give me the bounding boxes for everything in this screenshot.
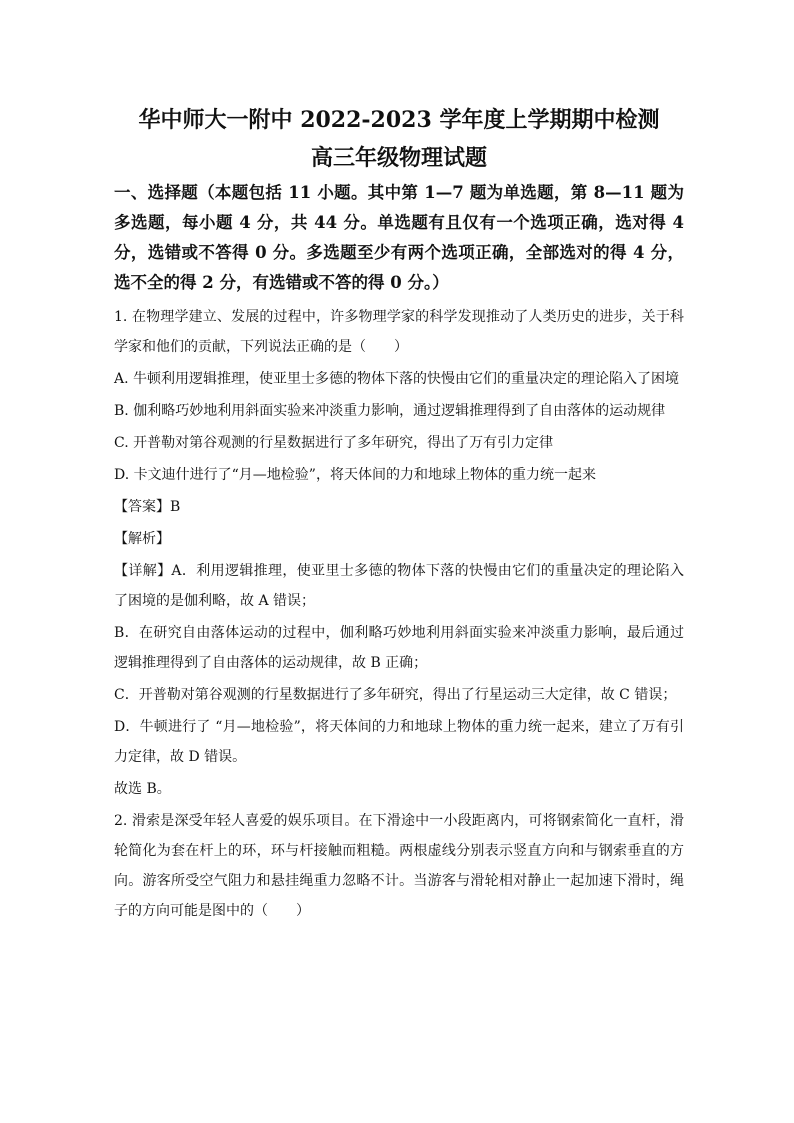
question-1-answer: 【答案】B — [114, 499, 181, 515]
question-1-detail-d: D．牛顿进行了 “月—地检验”，将天体间的力和地球上物体的重力统一起来，建立了万有引力定律，故 D 错误。 — [114, 719, 684, 765]
question-1-option-a: A. 牛顿利用逻辑推理，使亚里士多德的物体下落的快慢由它们的重量决定的理论陷入了困境 — [114, 371, 680, 387]
exam-subtitle: 高三年级物理试题 — [310, 145, 487, 171]
document-content — [114, 98, 684, 928]
question-1-option-c: C. 开普勒对第谷观测的行星数据进行了多年研究，得出了万有引力定律 — [114, 435, 554, 451]
question-1-detail-b: B．在研究自由落体运动的过程中，伽利略巧妙地利用斜面实验来冲淡重力影响，最后通过逻辑推理得到了自由落体的运动规律，故 B 正确； — [114, 625, 684, 671]
question-2-stem: 2. 滑索是深受年轻人喜爱的娱乐项目。在下滑途中一小段距离内，可将钢索简化一直杆，滑轮简化为套在杆上的环，环与杆接触而粗糙。两根虚线分别表示竖直方向和与钢索垂直的方向。游客所受空气阻力和悬挂绳重力忽略不计。当游客与滑轮相对静止一起加速下滑时，绳子的方向可能是图中的（ ） — [114, 813, 684, 919]
question-1-option-d: D. 卡文迪什进行了“月—地检验”，将天体间的力和地球上物体的重力统一起来 — [114, 467, 596, 483]
question-1-stem: 1. 在物理学建立、发展的过程中，许多物理学家的科学发现推动了人类历史的进步，关于科学家和他们的贡献，下列说法正确的是（ ） — [114, 309, 684, 355]
question-1-analysis-label: 【解析】 — [114, 531, 170, 547]
question-1-option-b: B. 伽利略巧妙地利用斜面实验来冲淡重力影响，通过逻辑推理得到了自由落体的运动规律 — [114, 403, 666, 419]
question-1 — [114, 302, 684, 804]
question-1-conclusion: 故选 B。 — [114, 781, 171, 797]
question-1-detail-c: C．开普勒对第谷观测的行星数据进行了多年研究，得出了行星运动三大定律，故 C 错误； — [114, 687, 677, 703]
section-heading: 一、选择题（本题包括 11 小题。其中第 1—7 题为单选题，第 8—11 题为多选题，每小题 4 分，共 44 分。单选题有且仅有一个选项正确，选对得 4 分，选错或不答得 0 分。多选题至少有两个选项正确，全部选对的得 4 分，选不全的得 2 分，有选错或不答的得 0 分。） — [114, 183, 684, 292]
exam-title: 华中师大一附中 2022-2023 学年度上学期期中检测 — [138, 107, 660, 133]
question-1-detail-a: 【详解】A．利用逻辑推理，使亚里士多德的物体下落的快慢由它们的重量决定的理论陷入了困境的是伽利略，故 A 错误； — [114, 563, 684, 609]
question-2 — [114, 806, 684, 926]
